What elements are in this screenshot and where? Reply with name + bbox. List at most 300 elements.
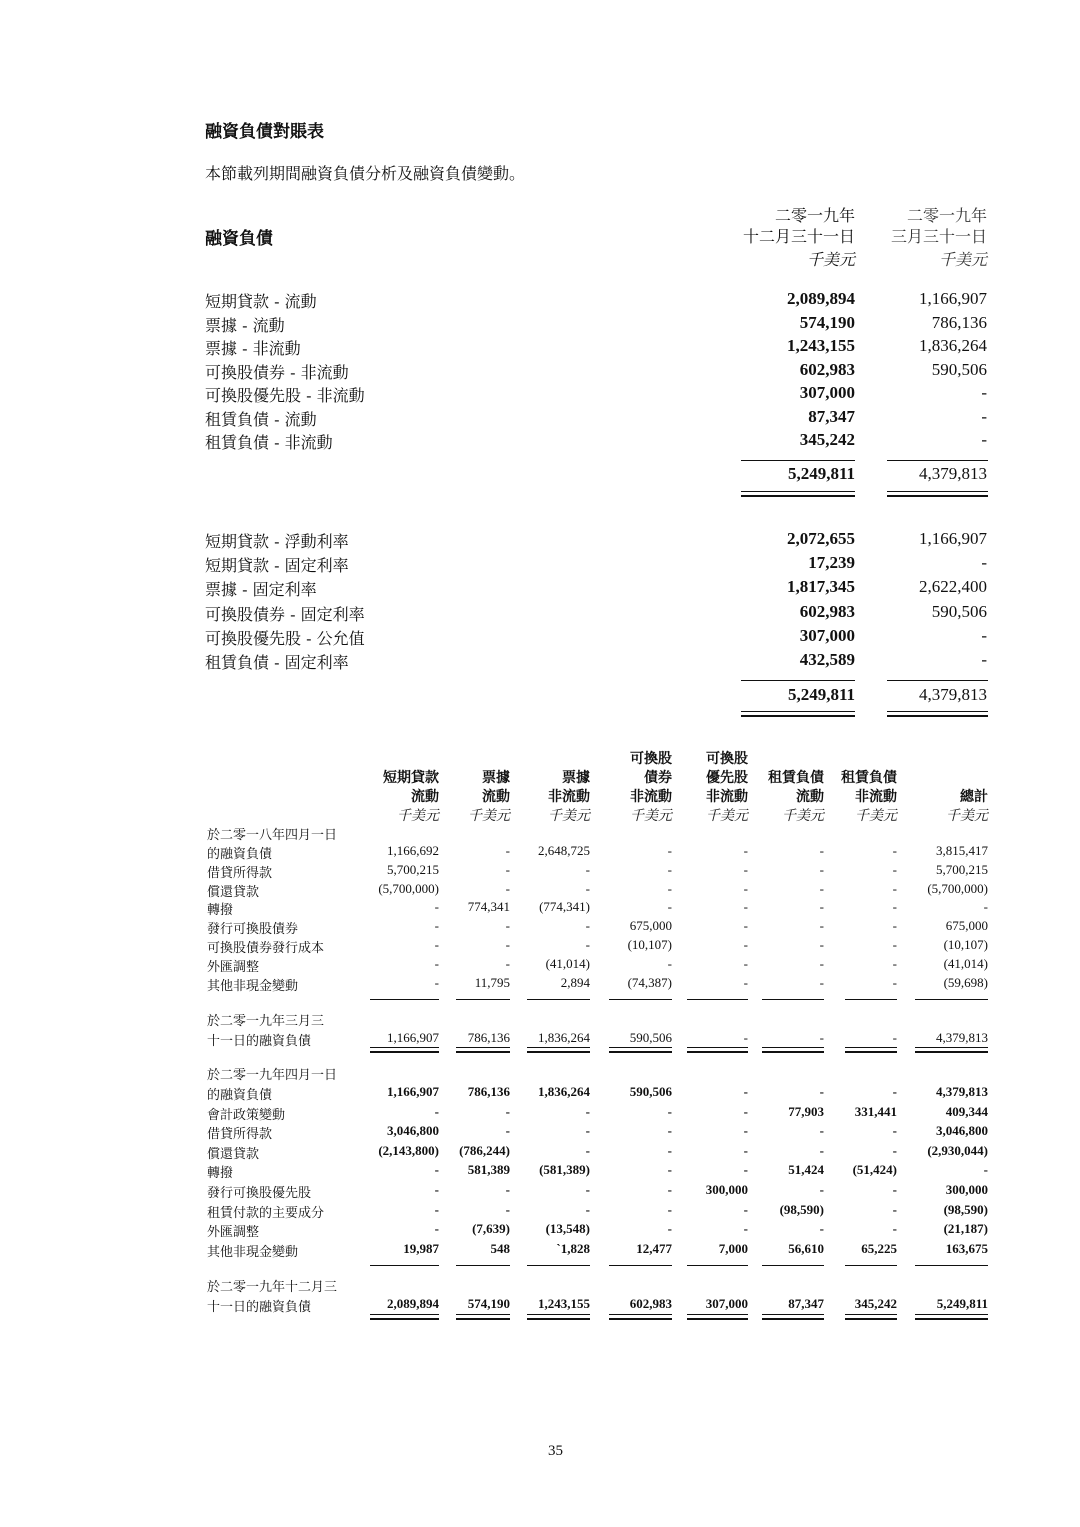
cell-value: 409,344 (945, 1103, 988, 1119)
col2-header-line1: 二零一九年 (906, 206, 987, 225)
cell-value: - (819, 843, 824, 858)
table-row (0, 1010, 1080, 1029)
cell-value: - (819, 1030, 824, 1045)
cell-value: 548 (490, 1240, 510, 1256)
double-rule (609, 1047, 672, 1053)
row-value: - (981, 383, 987, 402)
cell-value: `1,828 (556, 1240, 590, 1256)
table-row (0, 1064, 1080, 1083)
row-value: 2,089,894 (787, 289, 855, 308)
cell-value: - (505, 1201, 510, 1217)
row-value: - (981, 430, 987, 449)
row-label: 的融資負債 (207, 1088, 273, 1103)
cell-value: - (505, 880, 510, 896)
cell-value: - (743, 974, 748, 990)
cell-value: 11,795 (474, 974, 510, 990)
table-row (0, 937, 1080, 956)
row-value: - (981, 650, 987, 669)
cell-value: - (892, 1142, 897, 1158)
column-header-line3: 總計 (960, 789, 988, 805)
row-label: 十一日的融資負債 (207, 1300, 312, 1315)
column-header-line3: 非流動 (855, 789, 897, 805)
cell-value: (13,548) (545, 1221, 590, 1237)
subtotal-rule (915, 1265, 988, 1266)
subtotal-rule (762, 999, 824, 1000)
double-rule (687, 1047, 748, 1053)
cell-value: - (585, 1201, 590, 1217)
cell-value: (51,424) (852, 1162, 897, 1178)
cell-value: - (743, 937, 748, 952)
column-unit: 千美元 (468, 808, 510, 824)
table-row (0, 602, 1080, 626)
double-rule (527, 1047, 590, 1053)
page-number: 35 (548, 1443, 563, 1459)
row-label: 可換股債券 - 非流動 (205, 362, 349, 382)
cell-value: - (819, 937, 824, 952)
row-label: 租賃負債 - 固定利率 (205, 653, 349, 672)
cell-value: - (743, 1103, 748, 1119)
cell-value: - (892, 880, 897, 896)
cell-value: - (434, 1221, 439, 1237)
cell-value: - (434, 918, 439, 934)
table-row (0, 899, 1080, 918)
table-row (0, 529, 1080, 553)
double-rule (762, 1047, 824, 1053)
cell-value: (41,014) (943, 955, 988, 971)
cell-value: 1,166,907 (387, 1084, 439, 1099)
cell-value: - (585, 1142, 590, 1158)
row-label: 會計政策變動 (207, 1107, 286, 1123)
row-value: 786,136 (931, 312, 987, 332)
table-row (0, 843, 1080, 862)
cell-value: 56,610 (788, 1240, 824, 1256)
intro-text: 本節載列期間融資負債分析及融資負債變動。 (205, 164, 526, 183)
table-row (0, 1162, 1080, 1181)
cell-value: - (667, 880, 672, 896)
cell-value: - (585, 1123, 590, 1139)
cell-value: 12,477 (636, 1240, 672, 1256)
cell-value: 300,000 (705, 1182, 748, 1197)
row-value: 307,000 (799, 383, 855, 402)
cell-value: - (434, 1162, 439, 1178)
row-label: 外匯調整 (207, 1225, 260, 1241)
cell-value: 574,190 (467, 1296, 510, 1311)
column-header-line2: 租賃負債 (841, 770, 897, 786)
cell-value: - (743, 1030, 748, 1045)
cell-value: - (667, 1162, 672, 1178)
double-rule (609, 1314, 672, 1320)
row-value: 602,983 (799, 359, 855, 379)
cell-value: - (983, 899, 988, 915)
section-title: 融資負債 (205, 229, 273, 249)
cell-value: - (667, 899, 672, 915)
row-value: 87,347 (808, 406, 855, 426)
cell-value: 590,506 (629, 1030, 672, 1045)
subtotal-rule (845, 1265, 897, 1266)
table-row (0, 383, 1080, 407)
group2-total-v2: 4,379,813 (919, 685, 987, 704)
cell-value: (10,107) (627, 937, 672, 952)
cell-value: 300,000 (945, 1182, 988, 1197)
cell-value: 4,379,813 (936, 1030, 988, 1045)
row-value: 602,983 (799, 601, 855, 621)
column-header-line2: 票據 (482, 770, 510, 786)
cell-value: (774,341) (539, 899, 590, 915)
cell-value: (2,930,044) (927, 1142, 988, 1158)
cell-value: - (743, 843, 748, 858)
cell-value: (59,698) (943, 974, 988, 990)
row-label: 的融資負債 (207, 847, 273, 862)
column-unit: 千美元 (946, 808, 988, 824)
table-row (0, 824, 1080, 843)
cell-value: - (819, 1182, 824, 1197)
cell-value: - (667, 1221, 672, 1237)
row-value: - (981, 406, 987, 426)
group1-total-rule-1 (741, 460, 855, 461)
table-row (0, 881, 1080, 900)
row-label: 借貸所得款 (207, 865, 273, 881)
group1-double-rule-2 (887, 491, 988, 497)
cell-value: - (434, 955, 439, 971)
cell-value: - (892, 1123, 897, 1139)
cell-value: 77,903 (788, 1103, 824, 1119)
table-row (0, 862, 1080, 881)
cell-value: - (505, 918, 510, 934)
column-header-line2: 短期貸款 (383, 770, 439, 786)
cell-value: - (819, 861, 824, 877)
row-label: 於二零一九年四月一日 (207, 1068, 338, 1083)
cell-value: 3,046,800 (387, 1123, 439, 1139)
column-header-line2: 債券 (644, 770, 672, 786)
cell-value: - (505, 955, 510, 971)
cell-value: (98,590) (779, 1201, 824, 1217)
cell-value: - (667, 955, 672, 971)
cell-value: (7,639) (472, 1221, 510, 1237)
cell-value: - (505, 843, 510, 858)
subtotal-rule (845, 999, 897, 1000)
column-unit: 千美元 (706, 808, 748, 824)
row-label: 發行可換股債券 (207, 922, 299, 938)
cell-value: - (892, 899, 897, 915)
cell-value: - (505, 1103, 510, 1119)
table-row (0, 1221, 1080, 1240)
cell-value: 1,166,907 (387, 1030, 439, 1045)
cell-value: - (743, 1162, 748, 1178)
cell-value: (786,244) (459, 1142, 510, 1158)
table-row (0, 918, 1080, 937)
row-value: 2,072,655 (787, 529, 855, 548)
column-header-line2: 優先股 (706, 770, 748, 786)
row-value: 1,243,155 (787, 336, 855, 355)
table-row (0, 553, 1080, 577)
cell-value: - (819, 955, 824, 971)
cell-value: - (819, 1142, 824, 1158)
col1-unit: 千美元 (806, 250, 855, 269)
subtotal-rule (915, 999, 988, 1000)
cell-value: - (743, 1201, 748, 1217)
cell-value: 1,243,155 (538, 1296, 590, 1311)
cell-value: - (505, 861, 510, 877)
table-row (0, 975, 1080, 994)
cell-value: - (585, 937, 590, 952)
cell-value: (2,143,800) (378, 1142, 439, 1158)
cell-value: - (892, 918, 897, 934)
col2-header-line2: 三月三十一日 (890, 227, 987, 246)
cell-value: - (892, 1030, 897, 1045)
row-label: 可換股優先股 - 公允值 (205, 628, 365, 648)
cell-value: (5,700,000) (927, 880, 988, 896)
cell-value: 590,506 (629, 1084, 672, 1099)
subtotal-rule (527, 1265, 590, 1266)
cell-value: 307,000 (705, 1296, 748, 1311)
cell-value: - (743, 1084, 748, 1099)
cell-value: - (819, 880, 824, 896)
double-rule (456, 1047, 510, 1053)
row-value: 307,000 (799, 625, 855, 645)
cell-value: - (434, 899, 439, 915)
row-value: 1,166,907 (919, 529, 987, 548)
table-row (0, 336, 1080, 360)
cell-value: - (983, 1162, 988, 1178)
cell-value: 786,136 (467, 1084, 510, 1099)
cell-value: 1,166,692 (387, 843, 439, 858)
double-rule (527, 1314, 590, 1320)
cell-value: 4,379,813 (936, 1084, 988, 1099)
double-rule (687, 1314, 748, 1320)
column-header-line3: 非流動 (706, 789, 748, 805)
cell-value: - (667, 1142, 672, 1158)
table-row (0, 1123, 1080, 1142)
cell-value: 331,441 (854, 1103, 897, 1119)
column-header-line3: 非流動 (630, 789, 672, 805)
cell-value: - (892, 937, 897, 952)
cell-value: 163,675 (945, 1240, 988, 1256)
cell-value: - (585, 918, 590, 934)
cell-value: - (434, 1103, 439, 1119)
row-label: 其他非現金變動 (207, 978, 299, 994)
double-rule (915, 1047, 988, 1053)
col2-unit: 千美元 (938, 250, 987, 269)
cell-value: - (892, 1182, 897, 1197)
group1-total-v1: 5,249,811 (787, 464, 855, 483)
subtotal-rule (609, 1265, 672, 1266)
double-rule (370, 1314, 439, 1320)
cell-value: 2,089,894 (387, 1296, 439, 1311)
cell-value: - (892, 974, 897, 990)
cell-value: - (434, 1182, 439, 1197)
group1-double-rule-1 (741, 491, 855, 497)
row-value: 432,589 (799, 650, 855, 669)
cell-value: - (743, 880, 748, 896)
cell-value: 2,894 (560, 974, 590, 990)
cell-value: 19,987 (403, 1240, 439, 1256)
cell-value: - (819, 918, 824, 934)
row-label: 票據 - 固定利率 (205, 580, 317, 600)
cell-value: - (667, 843, 672, 858)
subtotal-rule (609, 999, 672, 1000)
cell-value: - (667, 1182, 672, 1197)
cell-value: - (892, 861, 897, 877)
subtotal-rule (687, 1265, 748, 1266)
group2-total-rule-2 (887, 680, 988, 681)
group2-double-rule-1 (741, 711, 855, 717)
double-rule (762, 1314, 824, 1320)
group1-total-row (0, 464, 1080, 488)
table-row (0, 289, 1080, 313)
row-label: 租賃付款的主要成分 (207, 1205, 325, 1221)
row-value: 1,817,345 (787, 577, 855, 597)
cell-value: 345,242 (854, 1296, 897, 1311)
cell-value: 5,700,215 (936, 861, 988, 877)
cell-value: 5,700,215 (387, 861, 439, 877)
row-label: 於二零一八年四月一日 (207, 828, 338, 843)
row-value: 1,836,264 (919, 336, 987, 355)
row-label: 償還貸款 (207, 884, 260, 900)
table-row (0, 1202, 1080, 1221)
cell-value: (5,700,000) (378, 880, 439, 896)
row-value: 17,239 (808, 553, 855, 573)
cell-value: 774,341 (467, 899, 510, 915)
row-label: 轉撥 (207, 903, 234, 919)
cell-value: - (434, 1201, 439, 1217)
cell-value: 602,983 (629, 1296, 672, 1311)
column-header-line2: 租賃負債 (768, 770, 824, 786)
row-label: 於二零一九年十二月三 (207, 1280, 338, 1295)
table-row (0, 1296, 1080, 1315)
double-rule (845, 1314, 897, 1320)
table-row (0, 1104, 1080, 1123)
row-label: 可換股債券 - 固定利率 (205, 604, 365, 624)
table-row (0, 626, 1080, 650)
row-label: 可換股優先股 - 非流動 (205, 386, 365, 405)
cell-value: - (434, 974, 439, 990)
row-value: 2,622,400 (919, 577, 987, 597)
cell-value: - (892, 1201, 897, 1217)
table-row (0, 1276, 1080, 1295)
double-rule (370, 1047, 439, 1053)
cell-value: 7,000 (718, 1240, 748, 1256)
cell-value: 675,000 (629, 918, 672, 934)
cell-value: (581,389) (539, 1162, 590, 1178)
cell-value: - (743, 1221, 748, 1237)
cell-value: (98,590) (943, 1201, 988, 1217)
cell-value: - (743, 1142, 748, 1158)
cell-value: 3,046,800 (936, 1123, 988, 1139)
cell-value: - (667, 1201, 672, 1217)
table-row (0, 1182, 1080, 1201)
table-row (0, 956, 1080, 975)
row-value: 590,506 (931, 601, 987, 621)
column-header-line1: 可換股 (630, 751, 672, 767)
column-unit: 千美元 (855, 808, 897, 824)
row-label: 外匯調整 (207, 959, 260, 975)
row-label: 借貸所得款 (207, 1127, 273, 1143)
cell-value: - (585, 880, 590, 896)
cell-value: - (743, 1123, 748, 1139)
page-title: 融資負債對賬表 (205, 122, 324, 142)
cell-value: 675,000 (945, 918, 988, 934)
group1-total-rule-2 (887, 460, 988, 461)
cell-value: - (585, 1182, 590, 1197)
row-label: 償還貸款 (207, 1146, 260, 1162)
cell-value: 2,648,725 (538, 843, 590, 858)
cell-value: - (667, 1103, 672, 1119)
row-value: 590,506 (931, 359, 987, 379)
row-label: 其他非現金變動 (207, 1244, 299, 1260)
cell-value: (74,387) (627, 974, 672, 990)
row-label: 十一日的融資負債 (207, 1034, 312, 1049)
group1-total-v2: 4,379,813 (919, 464, 987, 483)
cell-value: - (819, 899, 824, 915)
column-header-line2: 票據 (562, 770, 590, 786)
subtotal-rule (370, 999, 439, 1000)
row-label: 短期貸款 - 固定利率 (205, 556, 349, 576)
subtotal-rule (527, 999, 590, 1000)
cell-value: - (434, 937, 439, 952)
column-unit: 千美元 (548, 808, 590, 824)
group2-double-rule-2 (887, 711, 988, 717)
double-rule (456, 1314, 510, 1320)
cell-value: 5,249,811 (936, 1296, 988, 1311)
cell-value: - (667, 861, 672, 877)
cell-value: - (505, 937, 510, 952)
row-label: 租賃負債 - 流動 (205, 409, 317, 429)
cell-value: 1,836,264 (538, 1030, 590, 1045)
row-value: - (981, 625, 987, 645)
double-rule (915, 1314, 988, 1320)
column-header-line3: 流動 (482, 789, 510, 805)
table-row (0, 1084, 1080, 1103)
cell-value: - (743, 861, 748, 877)
cell-value: (21,187) (943, 1221, 988, 1237)
row-label: 票據 - 流動 (205, 315, 285, 335)
cell-value: 51,424 (788, 1162, 824, 1178)
row-label: 租賃負債 - 非流動 (205, 433, 333, 452)
col1-header-line2: 十二月三十一日 (742, 227, 855, 246)
row-value: - (981, 553, 987, 573)
row-label: 轉撥 (207, 1166, 234, 1182)
group2-total-row (0, 685, 1080, 709)
cell-value: - (743, 899, 748, 915)
cell-value: 65,225 (861, 1240, 897, 1256)
cell-value: (41,014) (545, 955, 590, 971)
column-unit: 千美元 (782, 808, 824, 824)
table-row (0, 313, 1080, 337)
cell-value: 3,815,417 (936, 843, 988, 858)
cell-value: - (585, 1103, 590, 1119)
subtotal-rule (687, 999, 748, 1000)
column-header-line3: 非流動 (548, 789, 590, 805)
cell-value: - (743, 918, 748, 934)
table-row (0, 407, 1080, 431)
row-label: 票據 - 非流動 (205, 339, 301, 358)
subtotal-rule (456, 999, 510, 1000)
cell-value: - (819, 1123, 824, 1139)
cell-value: - (819, 1084, 824, 1099)
cell-value: 581,389 (467, 1162, 510, 1178)
subtotal-rule (456, 1265, 510, 1266)
cell-value: - (505, 1182, 510, 1197)
column-header-line3: 流動 (796, 789, 824, 805)
cell-value: - (505, 1123, 510, 1139)
cell-value: - (892, 843, 897, 858)
subtotal-rule (370, 1265, 439, 1266)
table-row (0, 577, 1080, 601)
cell-value: - (743, 955, 748, 971)
table-row (0, 360, 1080, 384)
cell-value: 1,836,264 (538, 1084, 590, 1099)
column-unit: 千美元 (397, 808, 439, 824)
